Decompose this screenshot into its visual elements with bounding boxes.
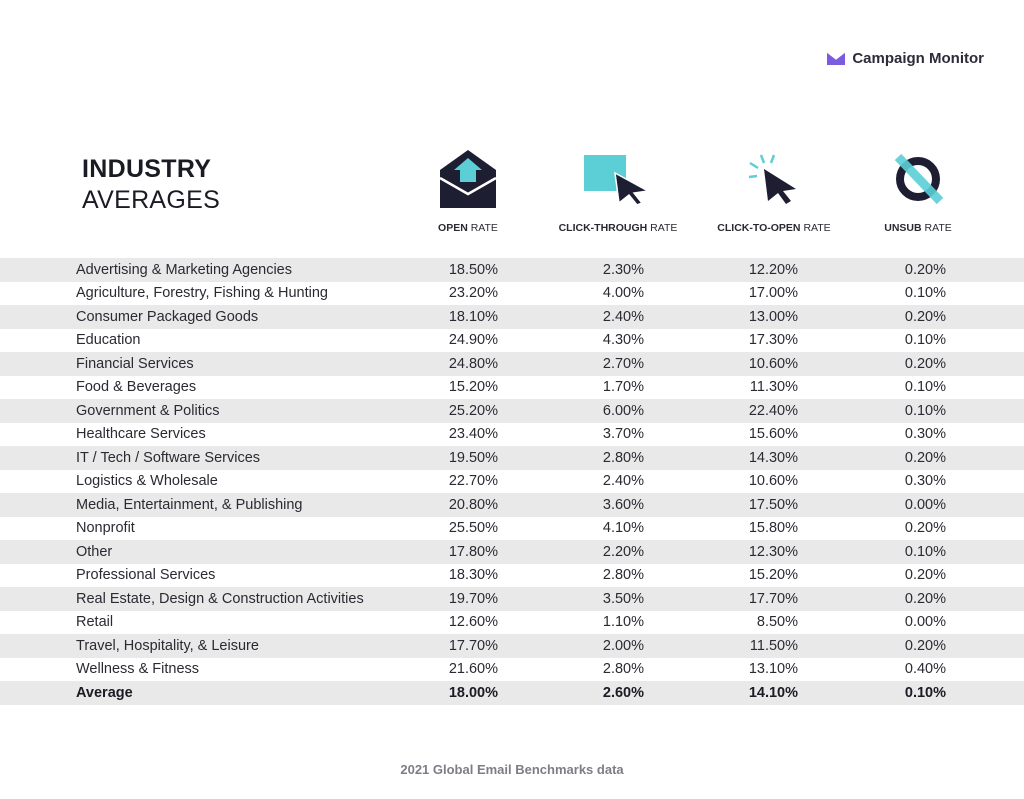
industry-name: Travel, Hospitality, & Leisure: [76, 637, 259, 654]
unsub-rate-value: 0.20%: [904, 637, 946, 654]
unsub-rate-value: 0.30%: [904, 473, 946, 490]
col-cto-bold: CLICK-TO-OPEN: [717, 222, 801, 234]
click-to-open-rate-value: 17.30%: [748, 332, 798, 349]
table-row: [0, 611, 1024, 635]
table-row: [0, 517, 1024, 541]
click-to-open-rate-value: 11.50%: [749, 637, 798, 654]
col-unsub-bold: UNSUB: [884, 222, 922, 234]
cursor-sparkle-icon: [746, 153, 802, 205]
open-rate-value: 19.70%: [448, 590, 498, 607]
click-to-open-rate-value: 17.70%: [748, 590, 798, 607]
click-through-rate-value: 2.70%: [602, 355, 644, 372]
unsub-rate-value: 0.10%: [904, 332, 946, 349]
table-row: [0, 634, 1024, 658]
unsub-rate-value: 0.10%: [904, 402, 946, 419]
col-open-bold: OPEN: [438, 222, 468, 234]
table-row: [0, 493, 1024, 517]
unsub-rate-value: 0.20%: [904, 449, 946, 466]
industry-name: Education: [76, 332, 141, 349]
click-to-open-rate-value: 17.50%: [748, 496, 798, 513]
industry-name: Food & Beverages: [76, 379, 197, 396]
click-to-open-rate-value: 22.40%: [748, 402, 798, 419]
click-through-rate-value: 2.20%: [602, 543, 644, 560]
unsub-rate-value: 0.20%: [904, 308, 946, 325]
table-row: [0, 258, 1024, 282]
industry-name: Real Estate, Design & Construction Activities: [76, 590, 364, 607]
table-row: [0, 329, 1024, 353]
unsub-rate-value: 0.00%: [904, 496, 946, 513]
table-row: [0, 540, 1024, 564]
industry-name: Advertising & Marketing Agencies: [76, 261, 292, 278]
title-line-1: INDUSTRY: [82, 155, 212, 183]
industry-name: IT / Tech / Software Services: [76, 449, 261, 466]
brand-name: Campaign Monitor: [852, 50, 984, 67]
open-rate-value: 18.10%: [448, 308, 498, 325]
click-to-open-rate-value: 12.30%: [748, 543, 798, 560]
industry-name: Healthcare Services: [76, 426, 206, 443]
click-through-rate-value: 6.00%: [602, 402, 644, 419]
click-to-open-rate-value: 13.10%: [748, 661, 798, 678]
click-to-open-rate-value: 10.60%: [748, 473, 798, 490]
click-through-rate-value: 1.70%: [602, 379, 644, 396]
col-ctr-rest: RATE: [647, 222, 678, 234]
click-through-rate-value: 4.00%: [602, 285, 644, 302]
open-rate-value: 17.80%: [448, 543, 498, 560]
unsub-rate-value: 0.10%: [904, 285, 946, 302]
cursor-click-icon: [582, 153, 654, 205]
unsub-rate-value: 0.00%: [904, 614, 946, 631]
brand-logo: [827, 50, 984, 67]
industry-name: Media, Entertainment, & Publishing: [76, 496, 303, 513]
click-through-rate-value: 4.10%: [602, 520, 644, 537]
click-through-rate-value: 2.40%: [602, 473, 644, 490]
open-rate-value: 24.80%: [448, 355, 498, 372]
table-row: [0, 470, 1024, 494]
table-row: [0, 399, 1024, 423]
col-cto-rest: RATE: [800, 222, 831, 234]
table-row: [0, 376, 1024, 400]
table-row: [0, 423, 1024, 447]
col-ctr-bold: CLICK-THROUGH: [558, 222, 648, 234]
unsub-rate-value: 0.20%: [904, 567, 946, 584]
click-through-rate-value: 1.10%: [602, 614, 644, 631]
open-rate-value: 25.20%: [448, 402, 498, 419]
click-through-rate-value: 2.80%: [602, 661, 644, 678]
unsub-rate-value: 0.20%: [904, 520, 946, 537]
open-rate-value: 18.00%: [448, 684, 498, 701]
open-rate-value: 18.30%: [448, 567, 498, 584]
click-through-rate-value: 2.00%: [602, 637, 644, 654]
open-rate-value: 25.50%: [448, 520, 498, 537]
click-to-open-rate-value: 10.60%: [748, 355, 798, 372]
click-through-rate-value: 2.80%: [602, 449, 644, 466]
industry-name: Professional Services: [76, 567, 216, 584]
click-through-rate-value: 2.40%: [602, 308, 644, 325]
industry-name: Other: [76, 543, 113, 560]
click-to-open-rate-value: 14.30%: [748, 449, 798, 466]
table-row-average: [0, 681, 1024, 705]
unsub-rate-value: 0.10%: [904, 543, 946, 560]
open-rate-value: 22.70%: [448, 473, 498, 490]
footer-source: 2021 Global Email Benchmarks data: [400, 762, 624, 777]
page-title: [82, 154, 220, 216]
campaign-monitor-logo-icon: [827, 52, 845, 65]
industry-name: Wellness & Fitness: [76, 661, 200, 678]
table-row: [0, 305, 1024, 329]
table-row: [0, 564, 1024, 588]
industry-name: Average: [76, 684, 133, 701]
table-row: [0, 352, 1024, 376]
unsub-rate-value: 0.10%: [904, 684, 946, 701]
click-to-open-rate-value: 13.00%: [748, 308, 798, 325]
industry-averages-table: [0, 258, 1024, 705]
click-to-open-rate-value: 8.50%: [756, 614, 798, 631]
unsub-rate-value: 0.40%: [904, 661, 946, 678]
table-row: [0, 446, 1024, 470]
unsub-rate-value: 0.20%: [904, 590, 946, 607]
unsubscribe-icon: [888, 151, 948, 207]
open-rate-value: 17.70%: [448, 637, 498, 654]
industry-name: Agriculture, Forestry, Fishing & Hunting: [76, 285, 328, 302]
open-rate-value: 15.20%: [448, 379, 498, 396]
table-row: [0, 587, 1024, 611]
click-through-rate-value: 3.60%: [602, 496, 644, 513]
click-to-open-rate-value: 17.00%: [748, 285, 798, 302]
open-rate-value: 24.90%: [448, 332, 498, 349]
open-rate-value: 20.80%: [448, 496, 498, 513]
unsub-rate-value: 0.20%: [904, 355, 946, 372]
click-to-open-rate-value: 15.20%: [748, 567, 798, 584]
click-to-open-rate-value: 14.10%: [748, 684, 798, 701]
click-through-rate-value: 2.30%: [602, 261, 644, 278]
open-rate-value: 23.20%: [448, 285, 498, 302]
open-rate-value: 19.50%: [448, 449, 498, 466]
industry-name: Government & Politics: [76, 402, 220, 419]
open-rate-value: 23.40%: [448, 426, 498, 443]
title-line-2: AVERAGES: [82, 186, 221, 214]
click-to-open-rate-value: 12.20%: [748, 261, 798, 278]
industry-name: Retail: [76, 614, 114, 631]
industry-name: Consumer Packaged Goods: [76, 308, 259, 325]
click-through-rate-value: 2.80%: [602, 567, 644, 584]
click-to-open-rate-value: 15.60%: [748, 426, 798, 443]
unsub-rate-value: 0.30%: [904, 426, 946, 443]
col-unsub-rest: RATE: [921, 222, 952, 234]
click-through-rate-value: 3.70%: [602, 426, 644, 443]
column-header-unsub-rate: [823, 146, 1013, 234]
click-through-rate-value: 4.30%: [602, 332, 644, 349]
industry-name: Logistics & Wholesale: [76, 473, 218, 490]
open-rate-value: 12.60%: [448, 614, 498, 631]
open-rate-value: 21.60%: [448, 661, 498, 678]
click-through-rate-value: 3.50%: [602, 590, 644, 607]
envelope-icon: [438, 148, 498, 210]
open-rate-value: 18.50%: [448, 261, 498, 278]
industry-name: Nonprofit: [76, 520, 135, 537]
click-to-open-rate-value: 11.30%: [749, 379, 798, 396]
click-to-open-rate-value: 15.80%: [748, 520, 798, 537]
click-through-rate-value: 2.60%: [602, 684, 644, 701]
col-open-rest: RATE: [467, 222, 498, 234]
table-row: [0, 282, 1024, 306]
unsub-rate-value: 0.10%: [904, 379, 946, 396]
industry-name: Financial Services: [76, 355, 194, 372]
table-row: [0, 658, 1024, 682]
unsub-rate-value: 0.20%: [904, 261, 946, 278]
